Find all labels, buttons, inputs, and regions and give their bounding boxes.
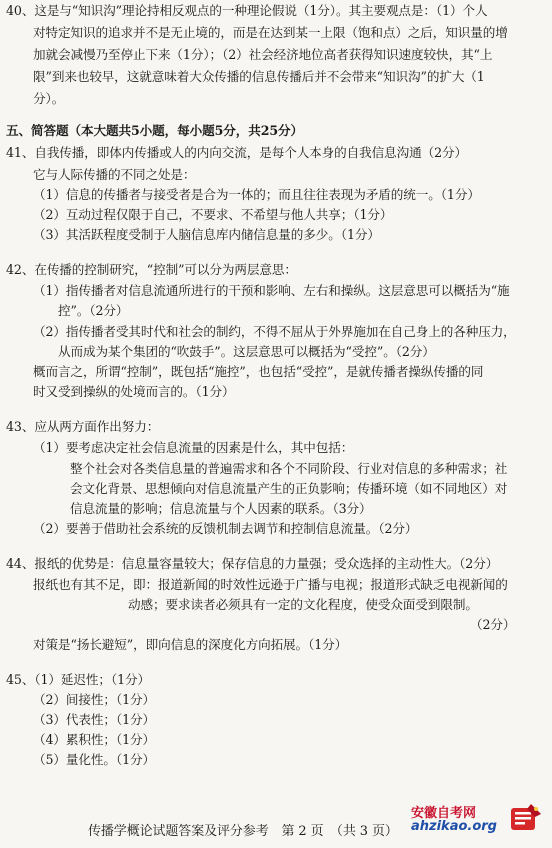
q45-item-4: （4）累积性；（1分） <box>33 732 155 747</box>
q42-summary-line-2: 时又受到操纵的处境而言的。（1分） <box>33 384 235 399</box>
site-watermark <box>409 800 545 840</box>
q42-item-2-line-2: 从而成为某个集团的“吹鼓手”。这层意思可以概括为“受控”。（2分） <box>58 344 435 359</box>
q42-item-2-line-1: （2）指传播者受其时代和社会的制约，不得不屈从于外界施加在自己身上的各种压力， <box>33 324 516 339</box>
q44-line-1: 44、报纸的优势是：信息量容量较大；保存信息的力量强；受众选择的主动性大。（2分） <box>6 556 499 571</box>
q41-item-1: （1）信息的传播者与接受者是合为一体的；而且往往表现为矛盾的统一。（1分） <box>33 187 480 202</box>
q44-strategy: 对策是“扬长避短”，即向信息的深度化方向拓展。（1分） <box>33 637 348 652</box>
q43-item-1: （1）要考虑决定社会信息流量的因素是什么，其中包括： <box>33 440 354 455</box>
q42-line-1: 42、在传播的控制研究，“控制”可以分为两层意思： <box>6 262 297 277</box>
q43-line-1: 43、应从两方面作出努力： <box>6 419 160 434</box>
q45-item-2: （2）间接性；（1分） <box>33 692 155 707</box>
q42-item-1-line-2: 控”。（2分） <box>58 303 129 318</box>
q45-item-1: 45、（1）延迟性；（1分） <box>6 672 150 687</box>
q44-score: （2分） <box>470 617 516 632</box>
q42-item-1-line-1: （1）指传播者对信息流通所进行的干预和影响、左右和操纵。这层意思可以概括为“施 <box>33 283 510 298</box>
q40-line-3: 加就会减慢乃至停止下来（1分）；（2）社会经济地位高者获得知识速度较快，其“上 <box>33 47 493 62</box>
q43-item-2: （2）要善于借助社会系统的反馈机制去调节和控制信息流量。（2分） <box>33 521 418 536</box>
q44-line-2: 报纸也有其不足，即：报道新闻的时效性远逊于广播与电视；报道形式缺乏电视新闻的 <box>33 577 508 592</box>
q43-item-1-detail-2: 会文化背景、思想倾向对信息流量产生的正负影响；传播环境（如不同地区）对 <box>70 481 508 496</box>
section-five-heading: 五、简答题（本大题共5小题，每小题5分，共25分） <box>6 123 304 138</box>
q40-line-2: 对特定知识的追求并不是无止境的，而是在达到某一上限（饱和点）之后，知识量的增 <box>33 25 508 40</box>
q40-line-1: 40、这是与“知识沟”理论持相反观点的一种理论假说（1分）。其主要观点是：（1）个人 <box>6 3 488 18</box>
q40-line-4: 限”到来也较早，这就意味着大众传播的信息传播后并不会带来“知识沟”的扩大（1 <box>33 69 485 84</box>
q43-item-1-detail-3: 信息流量的影响；信息流量与个人因素的联系。（3分） <box>70 501 372 516</box>
q43-item-1-detail-1: 整个社会对各类信息量的普遍需求和各个不同阶段、行业对信息的多种需求；社 <box>70 461 508 476</box>
q42-summary-line-1: 概而言之，所谓“控制”，既包括“施控”，也包括“受控”，是就传播者操纵传播的同 <box>33 364 484 379</box>
q41-item-3: （3）其活跃程度受制于人脑信息库内储信息量的多少。（1分） <box>33 227 380 242</box>
q41-line-1: 41、自我传播，即体内传播或人的内向交流，是每个人本身的自我信息沟通（2分） <box>6 145 468 160</box>
q45-item-5: （5）量化性。（1分） <box>33 752 155 767</box>
q40-line-5: 分）。 <box>33 91 65 106</box>
q41-item-2: （2）互动过程仅限于自己，不要求、不希望与他人共享；（1分） <box>33 207 393 222</box>
page-footer: 传播学概论试题答案及评分参考 第 2 页 （共 3 页） <box>88 824 398 839</box>
q45-item-3: （3）代表性；（1分） <box>33 712 155 727</box>
watermark-title: 安徽自考网 <box>411 806 477 821</box>
hand-pen-logo-icon <box>505 800 543 836</box>
q41-line-2: 它与人际传播的不同之处是： <box>33 167 196 182</box>
watermark-url: ahzikao.org <box>411 819 497 834</box>
q44-line-3: 动感；要求读者必须具有一定的文化程度，使受众面受到限制。 <box>128 597 478 612</box>
